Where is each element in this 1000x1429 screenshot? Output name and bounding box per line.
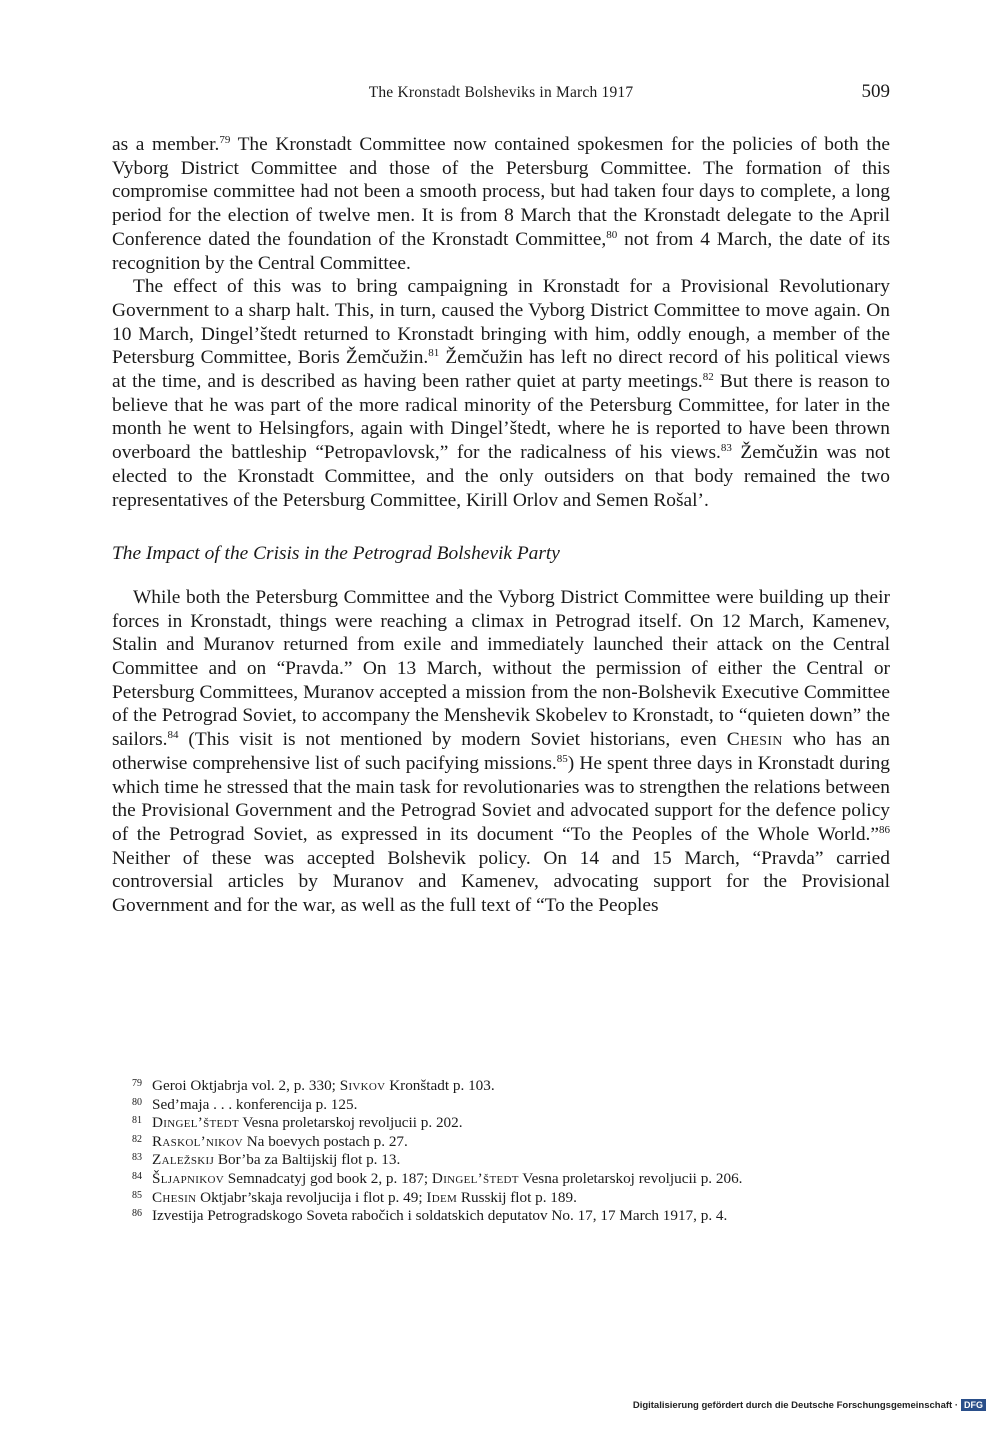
footnote-text: Kronštadt p. 103.: [385, 1077, 495, 1094]
footnote-text: Izvestija Petrogradskogo Soveta rabočich i soldatskich deputatov No. 17, 17 March 1917, p. 4.: [152, 1207, 728, 1225]
footnote-text: Geroi Oktjabrja vol. 2, p. 330;: [152, 1077, 340, 1094]
text-run: The effect of this was to bring campaigning in Kronstadt for a Provisional Revolutionary Government to a sharp halt. This, in turn, caused the Vyborg District Committee to move again. On 10 March, Dingel’štedt returned to Kronstadt bringing with him, oddly enough, a member of the Petersburg Committee, Boris Žemčužin.: [112, 276, 890, 369]
footnote-text: Vesna proletarskoj revoljucii p. 206.: [518, 1169, 743, 1187]
text-run: While both the Petersburg Committee and the Vyborg District Committee were building up their forces in Kronstadt, things were reaching a climax in Petrograd itself. On 12 March, Kamenev, Stalin and Muranov returned from exile and immediately launched their attack on the Central Committee and on “Pravda.” On 13 March, without the permission of either the Central or Petersburg Committees, Muranov accepted a mission from the non-Bolshevik Executive Committee of the Petrograd Soviet, to accompany the Menshevik Skobelev to Kronstadt, to “quieten down” the sailors.: [112, 586, 890, 751]
footnote-text: Bor’ba za Baltijskij flot p. 13.: [214, 1151, 401, 1169]
author-name: Raskol’nikov: [152, 1132, 243, 1150]
credit-text: Digitalisierung gefördert durch die Deutsche Forschungsgemeinschaft ·: [632, 1399, 958, 1411]
author-name: Dingel’štedt: [152, 1114, 239, 1132]
footnote-number: 82: [132, 1133, 142, 1145]
digitization-credit: [633, 1399, 986, 1411]
footnote-number: 80: [132, 1096, 142, 1108]
footnote: [112, 1077, 892, 1096]
footnote: [112, 1170, 892, 1189]
footnote-text: Sed’maja . . . konferencija p. 125.: [152, 1095, 358, 1113]
footnote-text: Oktjabr’skaja revoljucija i flot p. 49;: [196, 1188, 427, 1206]
body-text: [112, 133, 890, 918]
author-name: Chesin: [726, 729, 783, 751]
text-run: ) He spent three days in Kronstadt during which time he stressed that the main task for revolutionaries was to strengthen the relations between the Provisional Government and the Petrograd Soviet and advocated support for the defence policy of the Petrograd Soviet, as expressed in its document “To the Peoples of the Whole World.”: [112, 752, 890, 845]
running-title: The Kronstadt Bolsheviks in March 1917: [368, 84, 634, 101]
footnote-number: 79: [132, 1078, 142, 1089]
author-name: Šljapnikov: [152, 1169, 224, 1187]
text-run: (This visit is not mentioned by modern Soviet historians, even: [178, 729, 727, 751]
text-run: not from 4 March, the date of its recognition by the Central Committee.: [112, 228, 890, 274]
text-run: Žemčužin has left no direct record of his political views at the time, and is described as having been rather quiet at party meetings.: [112, 347, 890, 393]
paragraph: [112, 133, 890, 275]
paragraph: [112, 275, 890, 512]
footnote-ref: 86: [879, 823, 890, 836]
footnote-ref: 83: [720, 442, 732, 455]
footnote-number: 81: [132, 1115, 142, 1127]
dfg-logo: DFG: [961, 1399, 986, 1411]
footnote-ref: 82: [702, 371, 714, 384]
footnote-ref: 85: [556, 752, 568, 765]
footnote-text: Russkij flot p. 189.: [457, 1188, 577, 1206]
footnote-text: Na boevych postach p. 27.: [242, 1132, 408, 1150]
footnote-number: 85: [132, 1189, 142, 1201]
text-run: Neither of these was accepted Bolshevik policy. On 14 and 15 March, “Pravda” carried controversial articles by Muranov and Kamenev, advocating support for the Provisional Government and for the war, as well as the full text of “To the Peoples: [112, 847, 890, 917]
footnote-ref: 79: [219, 134, 231, 146]
running-header: [112, 81, 890, 108]
footnote: [112, 1189, 892, 1208]
text-run: who has an otherwise comprehensive list of such pacifying missions.: [112, 729, 890, 774]
footnote-ref: 81: [428, 347, 440, 360]
footnote: [112, 1133, 892, 1152]
footnote-number: 84: [132, 1170, 142, 1182]
author-name: Sivkov: [339, 1077, 386, 1094]
author-name: Chesin: [152, 1188, 197, 1206]
text-run: But there is reason to believe that he was part of the more radical minority of the Petersburg Committee, for later in the month he went to Helsingfors, again with Dingel’štedt, where he is reported to have been thrown overboard the battleship “Petropavlovsk,” for the radicalness of his views.: [112, 371, 890, 464]
footnote-ref: 80: [606, 228, 618, 241]
text-run: as a member.: [112, 134, 220, 155]
text-run: Žemčužin was not elected to the Kronstadt Committee, and the only outsiders on that body remained the two representatives of the Petersburg Committee, Kirill Orlov and Semen Rošal’.: [112, 442, 890, 511]
footnote-text: Vesna proletarskoj revoljucii p. 202.: [238, 1114, 463, 1132]
footnote-number: 86: [132, 1208, 142, 1220]
author-name: Dingel’štedt: [431, 1169, 519, 1187]
author-name: Zaležskij: [152, 1151, 215, 1169]
footnote: [112, 1207, 892, 1226]
text-run: The Kronstadt Committee now contained spokesmen for the policies of both the Vyborg District Committee and those of the Petersburg Committee. The formation of this compromise committee had not been a smooth process, but had taken four days to complete, a long period for the election of twelve men. It is from 8 March that the Kronstadt delegate to the April Conference dated the foundation of the Kronstadt Committee,: [112, 134, 891, 250]
footnotes: [112, 1077, 892, 1226]
footnote: [112, 1114, 892, 1133]
section-heading: The Impact of the Crisis in the Petrograd Bolshevik Party: [112, 543, 560, 565]
footnote: [112, 1151, 892, 1170]
footnote: [112, 1096, 892, 1115]
author-name: Idem: [426, 1188, 458, 1206]
page-number: 509: [861, 81, 890, 102]
footnote-text: Semnadcatyj god book 2, p. 187;: [223, 1169, 432, 1187]
footnote-ref: 84: [167, 729, 179, 742]
footnote-number: 83: [132, 1152, 142, 1164]
paragraph: [112, 586, 890, 918]
